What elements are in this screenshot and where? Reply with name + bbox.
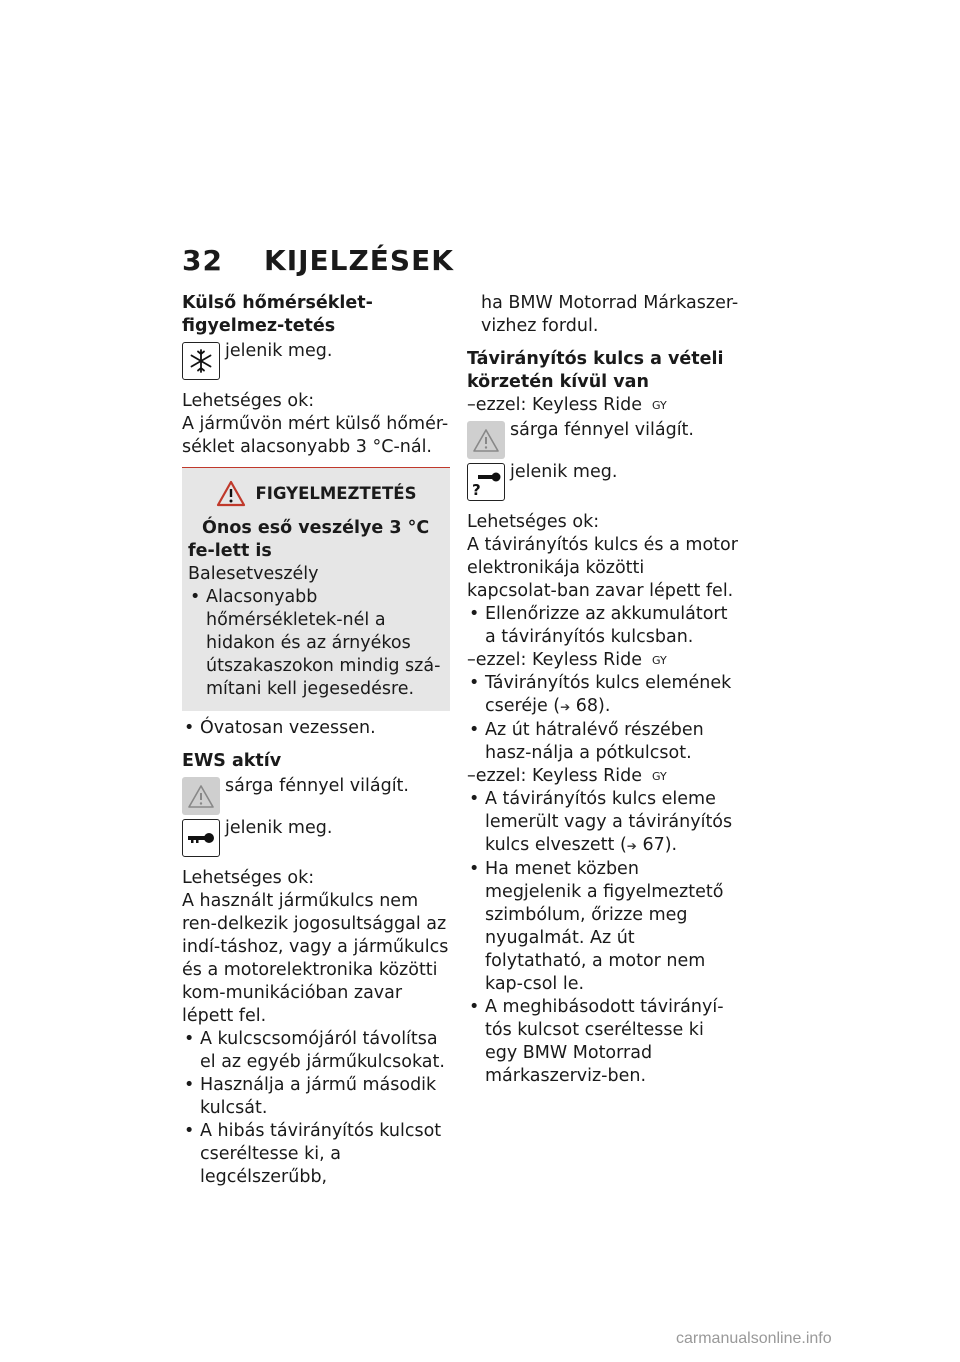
ews-bullet-3: • A hibás távirányítós kulcsot cseréltesse ki, a legcélszerűbb, bbox=[182, 1120, 450, 1189]
ews-warning-row bbox=[182, 775, 450, 815]
bullet-text-end: ). bbox=[598, 696, 611, 716]
keyless-condition-1 bbox=[467, 394, 739, 417]
ews-key-text: jelenik meg. bbox=[225, 818, 333, 838]
remote-bullet-1: • Ellenőrizze az akkumulátort a távirányítós kulcsban. bbox=[467, 603, 739, 649]
snowflake-icon bbox=[182, 342, 220, 380]
page-ref-arrow-icon: ➔ bbox=[560, 700, 571, 714]
page-ref-arrow-icon: ➔ bbox=[626, 839, 637, 853]
cause-label: Lehetséges ok: bbox=[182, 391, 315, 411]
gy-superscript: GY bbox=[652, 770, 667, 783]
warning-subtitle: Ónos eső veszélye 3 °C fe-lett is bbox=[188, 518, 430, 561]
left-column bbox=[182, 292, 450, 1189]
ews-key-row bbox=[182, 817, 450, 857]
ews-bullet-2: • Használja a jármű második kulcsát. bbox=[182, 1074, 450, 1120]
continuation-text: ha BMW Motorrad Márkaszer-vizhez fordul. bbox=[481, 293, 739, 336]
remote-key-text: jelenik meg. bbox=[510, 462, 618, 482]
warning-box bbox=[182, 467, 450, 711]
right-column bbox=[467, 292, 739, 1088]
page-number: 32 bbox=[182, 244, 223, 277]
snowflake-indicator-text: jelenik meg. bbox=[225, 341, 333, 361]
remote-warning-row bbox=[467, 419, 739, 459]
remote-bullet-3: • Az út hátralévő részében hasz-nálja a pótkulcsot. bbox=[467, 719, 739, 765]
section-title-remote-key: Távirányítós kulcs a vételi körzetén kívül van bbox=[467, 349, 724, 392]
remote-bullet-2 bbox=[467, 672, 739, 719]
yellow-warning-icon bbox=[467, 421, 505, 459]
gy-superscript: GY bbox=[652, 399, 667, 412]
key-question-icon bbox=[467, 463, 505, 501]
bullet-text: Távirányítós kulcs elemének cseréje ( bbox=[485, 673, 732, 716]
keyless-condition-3 bbox=[467, 765, 739, 788]
remote-bullet-5: • Ha menet közben megjelenik a figyelmeztető szimbólum, őrizze meg nyugalmát. Az út folytatható, a motor nem kap-csol le. bbox=[467, 858, 739, 996]
cause-label-ews: Lehetséges ok: bbox=[182, 868, 315, 888]
bullet-text: A távirányítós kulcs eleme lemerült vagy a távirányítós kulcs elveszett ( bbox=[485, 789, 733, 855]
svg-text:?: ? bbox=[472, 481, 481, 497]
page-ref-link[interactable]: 68 bbox=[575, 696, 599, 716]
section-title-ews: EWS aktív bbox=[182, 751, 282, 771]
snowflake-indicator-row bbox=[182, 340, 450, 380]
bullet-text-end: ). bbox=[664, 835, 678, 855]
page-header bbox=[182, 244, 454, 277]
keyless-label: –ezzel: Keyless Ride bbox=[467, 395, 643, 415]
remote-key-row bbox=[467, 461, 739, 501]
watermark: carmanualsonline.info bbox=[676, 1330, 832, 1347]
gy-superscript: GY bbox=[652, 654, 667, 667]
ews-warning-text: sárga fénnyel világít. bbox=[225, 776, 409, 796]
warning-risk: Balesetveszély bbox=[188, 564, 319, 584]
yellow-warning-icon bbox=[182, 777, 220, 815]
warning-label: FIGYELMEZTETÉS bbox=[255, 484, 417, 503]
warning-triangle-icon bbox=[216, 480, 246, 507]
remote-bullet-6: • A meghibásodott távirányí-tós kulcsot cseréltesse ki egy BMW Motorrad márkaszerviz-ben. bbox=[467, 996, 739, 1088]
section-title-temperature: Külső hőmérséklet-figyelmez-tetés bbox=[182, 293, 373, 336]
remote-warning-text: sárga fénnyel világít. bbox=[510, 420, 694, 440]
warning-heading bbox=[188, 480, 444, 507]
page-ref-link[interactable]: 67 bbox=[642, 835, 665, 855]
keyless-label: –ezzel: Keyless Ride bbox=[467, 766, 643, 786]
keyless-condition-2 bbox=[467, 649, 739, 672]
action-bullet: • Óvatosan vezessen. bbox=[182, 717, 450, 740]
cause-text-remote: A távirányítós kulcs és a motor elektronikája közötti kapcsolat-ban zavar lépett fel. bbox=[467, 535, 738, 601]
remote-bullet-4 bbox=[467, 788, 739, 858]
warning-bullet: • Alacsonyabb hőmérsékletek-nél a hidakon és az árnyékos útszakaszokon mindig szá-mítani kell jegesedésre. bbox=[188, 586, 444, 701]
cause-label-remote: Lehetséges ok: bbox=[467, 512, 600, 532]
page-title: KIJELZÉSEK bbox=[264, 244, 454, 277]
ews-bullet-1: • A kulcscsomójáról távolítsa el az egyéb járműkulcsokat. bbox=[182, 1028, 450, 1074]
cause-text: A járművön mért külső hőmér-séklet alacsonyabb 3 °C-nál. bbox=[182, 414, 449, 457]
cause-text-ews: A használt járműkulcs nem ren-delkezik jogosultsággal az indí-táshoz, vagy a járműkulcs és a motorelektronika közötti kom-munikációban zavar lépett fel. bbox=[182, 891, 449, 1026]
keyless-label: –ezzel: Keyless Ride bbox=[467, 650, 643, 670]
key-icon bbox=[182, 819, 220, 857]
